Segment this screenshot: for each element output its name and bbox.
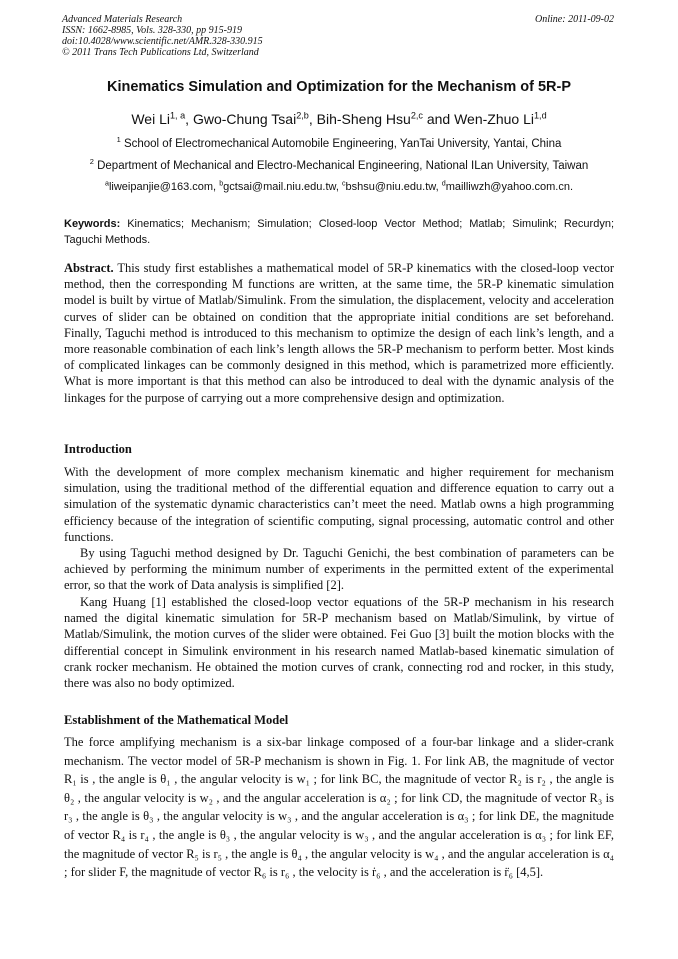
doi-line: doi:10.4028/www.scientific.net/AMR.328-330.915 bbox=[62, 36, 263, 47]
copyright-line: © 2011 Trans Tech Publications Ltd, Switzerland bbox=[62, 47, 259, 58]
email-address: mailliwzh@yahoo.com.cn. bbox=[445, 181, 574, 193]
author-superscript: 1,d bbox=[534, 110, 547, 121]
author-separator: , bbox=[308, 111, 317, 127]
affiliation-text: School of Electromechanical Automobile Engineering, YanTai University, Yantai, China bbox=[120, 138, 562, 150]
journal-header bbox=[62, 14, 614, 58]
author-list bbox=[40, 111, 638, 127]
keywords-label: Keywords: bbox=[64, 218, 121, 230]
author-name: Gwo-Chung Tsai bbox=[192, 111, 297, 127]
intro-paragraph-1: With the development of more complex mechanism kinematic and higher requirement for mechanism simulation, using the traditional method of the differential equation and difference equation to carry out a simulation of the systematic dynamic characteristics can’t meet the need. Matlab owns a high programming efficiency because of the integration of scientific computing, signal processing, automatic control and other functions. bbox=[64, 465, 614, 544]
abstract-paragraph bbox=[64, 260, 614, 406]
email-address: liweipanjie@163.com, bbox=[108, 181, 220, 193]
model-paragraph: The force amplifying mechanism is a six-bar linkage composed of a four-bar linkage and a slider-crank mechanism. The vector model of 5R-P mechanism is shown in Fig. 1. For link AB, the magnitude of vector R₁ is , the angle is θ₁ , the angular velocity is w₁ ; for link BC, the magnitude of vector R₂ is r₂ , the angle is θ₂ , the angular velocity is w₂ , and the angular acceleration is α₂ ; for link CD, the magnitude of vector R₃ is r₃ , the angle is θ₃ , the angular velocity is w₃ , and the angular acceleration is α₃ ; for link DE, the magnitude of vector R₄ is r₄ , the angle is θ₃ , the angular velocity is w₃ , and the angular acceleration is α₃ ; for link EF, the magnitude of vector R₅ is r₅ , the angle is θ₄ , the angular velocity is w₄ , and the angular acceleration is α₄ ; for slider F, the magnitude of vector R₆ is r₆ , the velocity is ṙ₆ , and the acceleration is r̈₆ [4,5]. bbox=[64, 735, 614, 880]
keywords-text: Kinematics; Mechanism; Simulation; Closed-loop Vector Method; Matlab; Simulink; Recurdyn; Taguchi Methods. bbox=[64, 218, 614, 246]
author-separator: , bbox=[185, 111, 193, 127]
author-and: and bbox=[422, 111, 455, 127]
keywords-section bbox=[64, 216, 614, 248]
affiliation-marker: 1 bbox=[116, 135, 121, 145]
author-superscript: 1, a bbox=[170, 110, 186, 121]
author-emails bbox=[30, 181, 648, 193]
email-marker: a bbox=[104, 179, 109, 188]
abstract-label: Abstract. bbox=[64, 261, 114, 275]
affiliation-2 bbox=[30, 157, 648, 172]
author-superscript: 2,b bbox=[296, 110, 309, 121]
affiliation-text: Department of Mechanical and Electro-Mechanical Engineering, National ILan University, Taiwan bbox=[93, 160, 589, 172]
issn-line: ISSN: 1662-8985, Vols. 328-330, pp 915-919 bbox=[62, 25, 242, 36]
intro-paragraph-2: By using Taguchi method designed by Dr. Taguchi Genichi, the best combination of parameters can be achieved by performing the minimum number of experiments in the permitted extent of the experimental error, so that the work of Data analysis is simplified [2]. bbox=[64, 546, 614, 593]
author-name: Wei Li bbox=[131, 111, 170, 127]
affiliation-marker: 2 bbox=[89, 157, 94, 167]
introduction-heading: Introduction bbox=[64, 442, 132, 456]
email-address: gctsai@mail.niu.edu.tw, bbox=[223, 181, 342, 193]
intro-paragraph-3: Kang Huang [1] established the closed-loop vector equations of the 5R-P mechanism in his research named the digital kinematic simulation for 5R-P mechanism based on Matlab/Simulink, by virtue of Matlab/Simulink, the motion curves of the slider were obtained. Fei Guo [3] built the motion blocks with the differential concept in Simulink environment in his research named Matlab-based kinematic simulation of crank rocker mechanism. He obtained the motion curves of crank, connecting rod and rocker, in this study, there was also no body optimized. bbox=[64, 595, 614, 691]
email-marker: c bbox=[341, 179, 346, 188]
email-marker: d bbox=[441, 179, 446, 188]
author-name: Bih-Sheng Hsu bbox=[316, 111, 411, 127]
email-address: bshsu@niu.edu.tw, bbox=[345, 181, 442, 193]
model-section-heading: Establishment of the Mathematical Model bbox=[64, 713, 289, 727]
author-name: Wen-Zhuo Li bbox=[454, 111, 534, 127]
affiliation-1 bbox=[30, 135, 648, 150]
email-marker: b bbox=[219, 179, 224, 188]
journal-name: Advanced Materials Research bbox=[62, 14, 183, 25]
abstract-text: This study first establishes a mathematical model of 5R-P kinematics with the closed-loop vector method, then the corresponding M functions are written, at the same time, the 5R-P kinematic simulation model is built by virtue of Matlab/Simulink. From the simulation, the displacement, velocity and acceleration curves of slider can be obtained on condition that the appropriate initial conditions are set beforehand. Finally, Taguchi method is introduced to this mechanism to optimize the design of each link’s length, and a more reasonable combination of each link’s length allows the 5R-P mechanism to perform better. Most kinds of complicated linkages can be commonly designed in this method, which is parametrized more efficiently. What is more important is that this method can also be introduced to deal with the dynamic analysis of the linkages for the purpose of carrying out a more comprehensive design and optimization. bbox=[64, 261, 614, 405]
online-date: Online: 2011-09-02 bbox=[535, 14, 614, 25]
paper-title: Kinematics Simulation and Optimization for the Mechanism of 5R-P bbox=[106, 79, 572, 95]
author-superscript: 2,c bbox=[410, 110, 423, 121]
